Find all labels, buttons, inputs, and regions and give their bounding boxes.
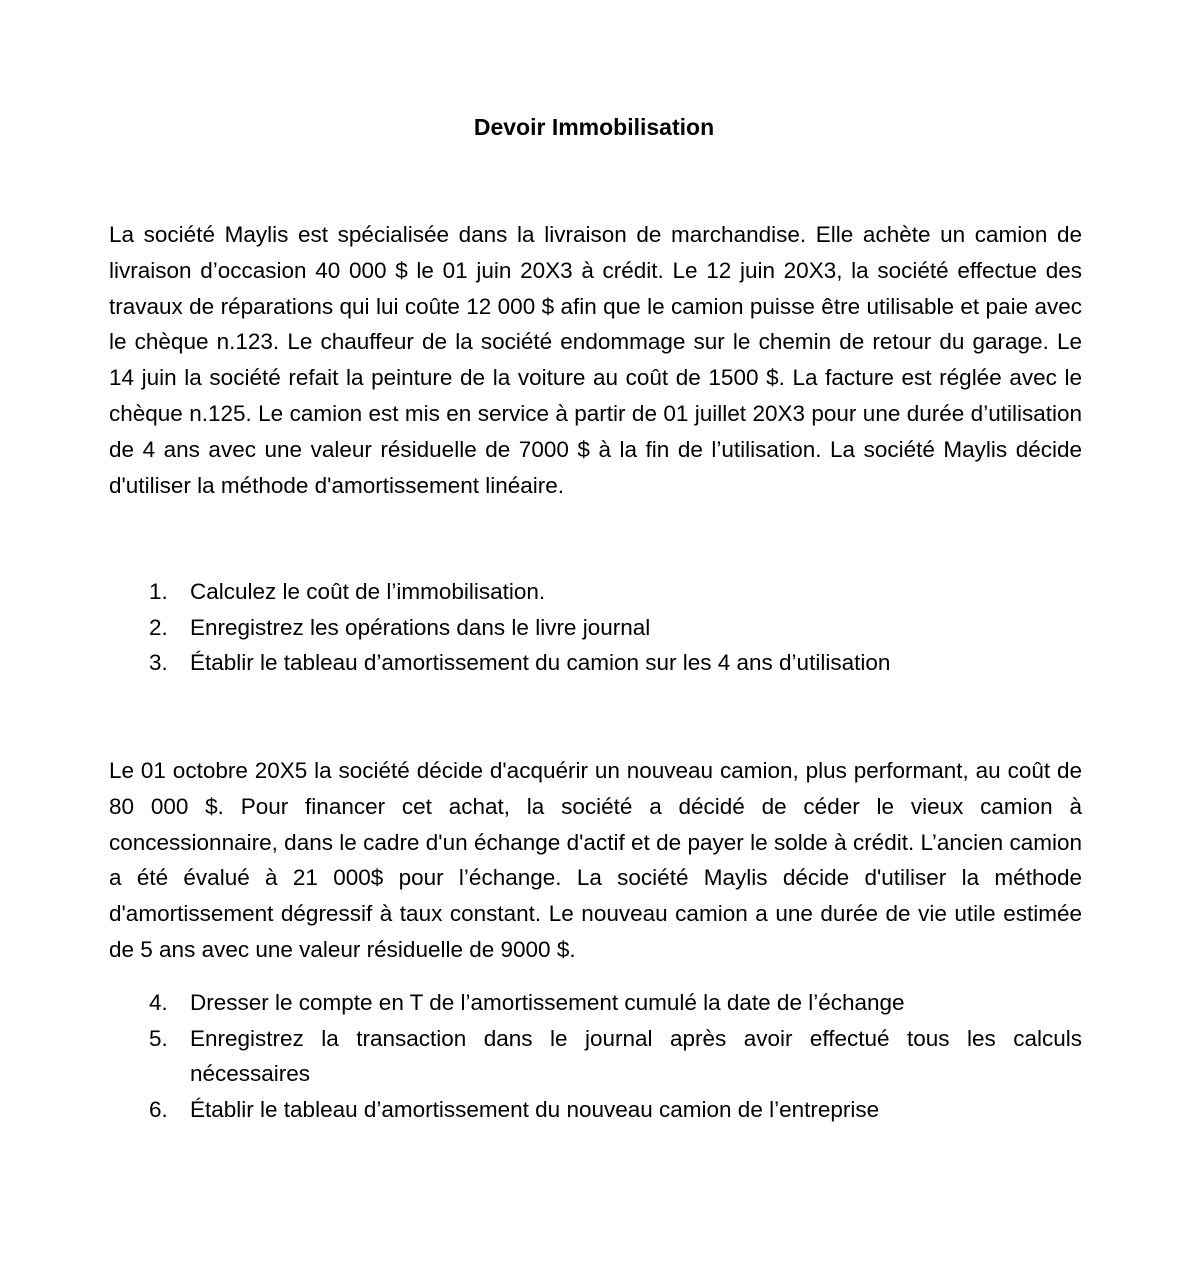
list-item xyxy=(109,1092,1082,1128)
list-item xyxy=(109,645,1082,681)
question-number: 5. xyxy=(149,1025,168,1051)
question-list-part-1 xyxy=(109,574,1082,681)
question-text: Calculez le coût de l’immobilisation. xyxy=(190,579,546,604)
list-item xyxy=(109,574,1082,610)
question-number: 1. xyxy=(149,579,168,604)
problem-statement-paragraph-1: La société Maylis est spécialisée dans la livraison de marchandise. Elle achète un camion de livraison d’occasion 40 000 $ le 01 juin 20X3 à crédit. Le 12 juin 20X3, la société effectue des travaux de réparations qui lui coûte 12 000 $ afin que le camion puisse être utilisable et paie avec le chèque n.123. Le chauffeur de la société endommage sur le chemin de retour du garage. Le 14 juin la société refait la peinture de la voiture au coût de 1500 $. La facture est réglée avec le chèque n.125. Le camion est mis en service à partir de 01 juillet 20X3 pour une durée d’utilisation de 4 ans avec une valeur résiduelle de 7000 $ à la fin de l’utilisation. La société Maylis décide d'utiliser la méthode d'amortissement linéaire. xyxy=(109,222,1082,498)
list-item xyxy=(109,1021,1082,1092)
question-number: 4. xyxy=(149,990,168,1015)
document-title: Devoir Immobilisation xyxy=(473,114,715,140)
list-item xyxy=(109,985,1082,1021)
question-number: 6. xyxy=(149,1096,168,1122)
question-text: Enregistrez la transaction dans le journal après avoir effectué tous les calculs nécessaires xyxy=(190,1025,1082,1086)
question-text: Établir le tableau d’amortissement du nouveau camion de l’entreprise xyxy=(190,1096,880,1122)
list-item xyxy=(109,610,1082,646)
question-list-part-2 xyxy=(109,985,1082,1127)
question-number: 2. xyxy=(149,614,168,640)
question-number: 3. xyxy=(149,650,168,675)
problem-statement-paragraph-2: Le 01 octobre 20X5 la société décide d'acquérir un nouveau camion, plus performant, au coût de 80 000 $. Pour financer cet achat, la société a décidé de céder le vieux camion à concessionnaire, dans le cadre d'un échange d'actif et de payer le solde à crédit. L’ancien camion a été évalué à 21 000$ pour l’échange. La société Maylis décide d'utiliser la méthode d'amortissement dégressif à taux constant. Le nouveau camion a une durée de vie utile estimée de 5 ans avec une valeur résiduelle de 9000 $. xyxy=(109,758,1082,962)
question-text: Dresser le compte en T de l’amortissement cumulé la date de l’échange xyxy=(190,990,905,1015)
question-text: Enregistrez les opérations dans le livre journal xyxy=(190,614,651,640)
question-text: Établir le tableau d’amortissement du camion sur les 4 ans d’utilisation xyxy=(190,650,891,675)
